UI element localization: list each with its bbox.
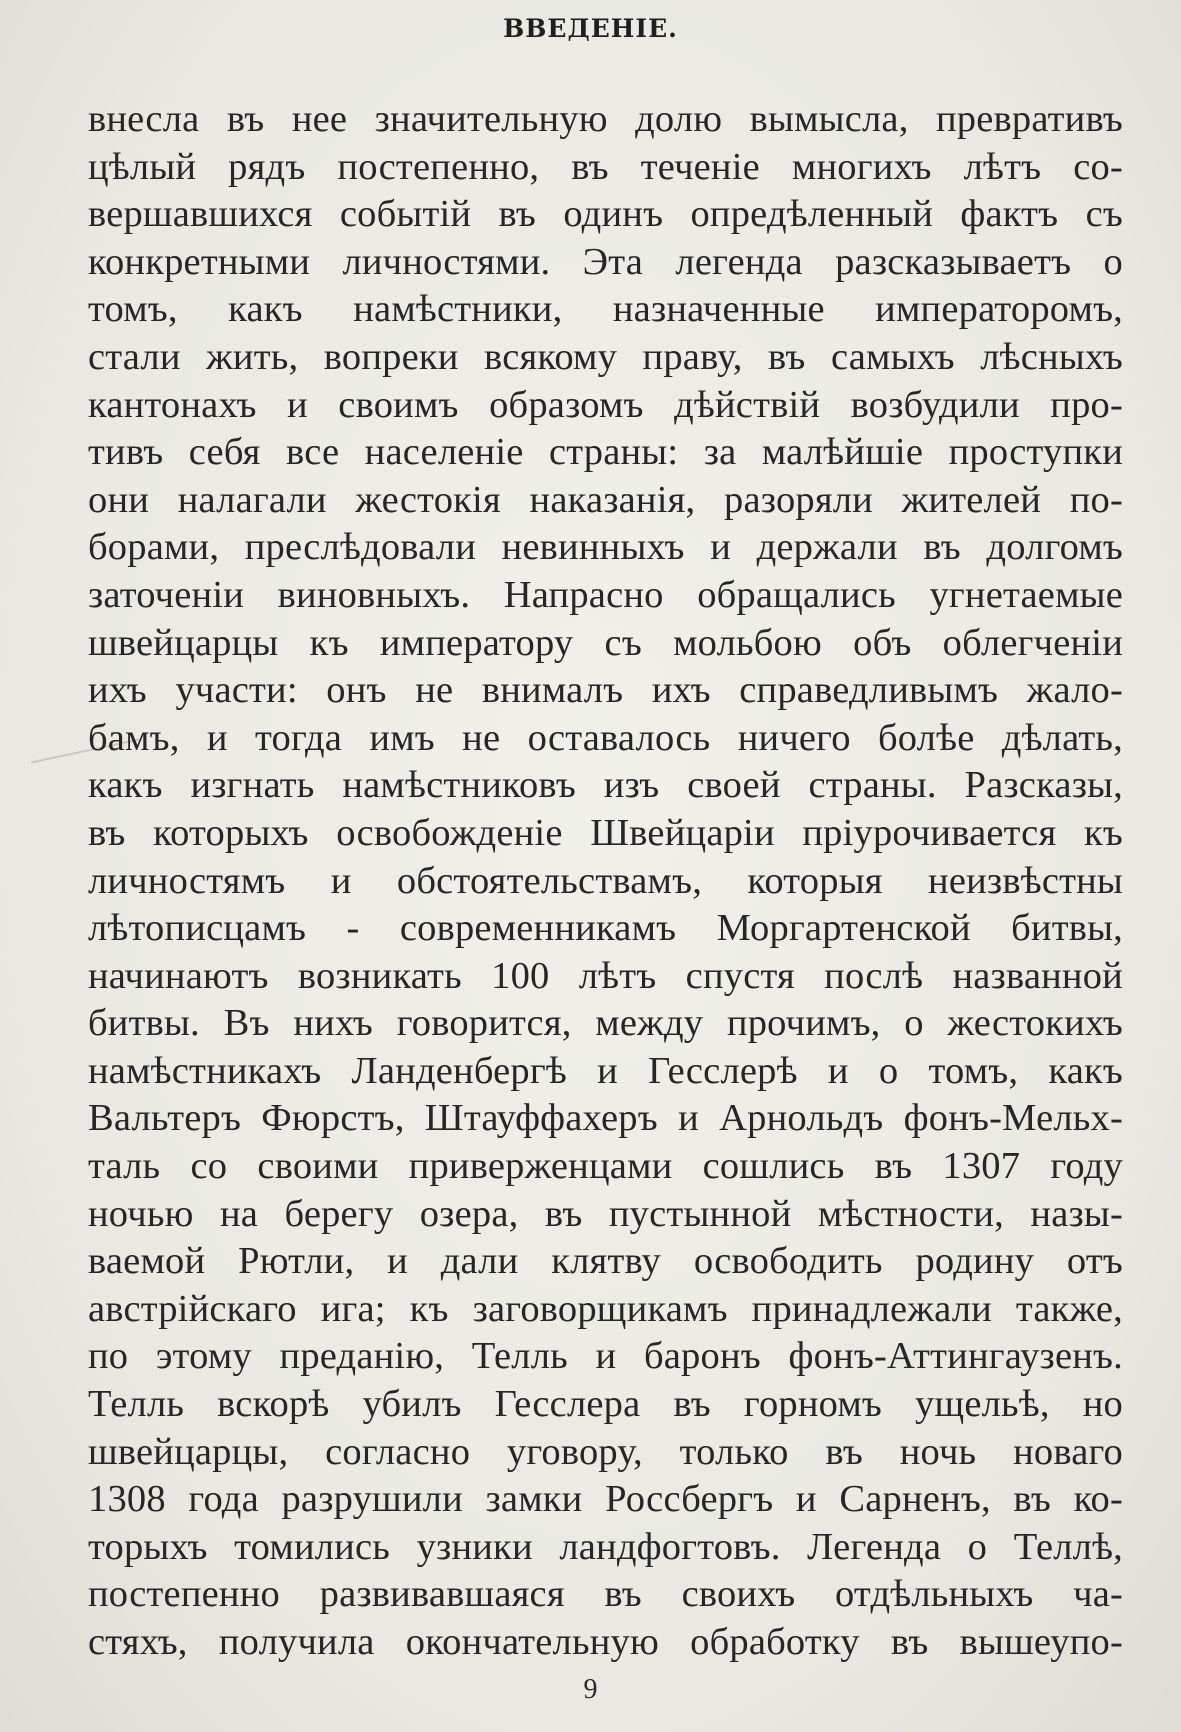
text-line: швейцарцы къ императору съ мольбою объ облегченіи bbox=[88, 621, 1123, 664]
text-line: австрійскаго ига; къ заговорщикамъ принадлежали также, bbox=[88, 1287, 1123, 1330]
text-line: тивъ себя все населеніе страны: за малѣйшіе проступки bbox=[88, 431, 1123, 474]
text-line: Вальтеръ Фюрстъ, Штауффахеръ и Арнольдъ фонъ-Мельх- bbox=[88, 1097, 1123, 1140]
text-line: личностямъ и обстоятельствамъ, которыя неизвѣстны bbox=[88, 859, 1123, 902]
text-line: Телль вскорѣ убилъ Гесслера въ горномъ ущельѣ, но bbox=[88, 1383, 1123, 1426]
text-line: ваемой Рютли, и дали клятву освободить родину отъ bbox=[88, 1240, 1123, 1283]
text-line: битвы. Въ нихъ говорится, между прочимъ, о жестокихъ bbox=[88, 1002, 1123, 1045]
text-line: кантонахъ и своимъ образомъ дѣйствій возбудили про- bbox=[88, 383, 1123, 426]
text-line: ночью на берегу озера, въ пустынной мѣстности, назы- bbox=[88, 1192, 1123, 1235]
running-head: ВВЕДЕНІЕ. bbox=[503, 14, 678, 43]
text-line: начинаютъ возникать 100 лѣтъ спустя послѣ названной bbox=[88, 954, 1123, 997]
text-line: томъ, какъ намѣстники, назначенные императоромъ, bbox=[88, 288, 1123, 331]
text-line: намѣстникахъ Ланденбергѣ и Гесслерѣ и о томъ, какъ bbox=[88, 1049, 1123, 1092]
text-line: постепенно развивавшаяся въ своихъ отдѣльныхъ ча- bbox=[88, 1573, 1123, 1616]
text-line: таль со своими приверженцами сошлись въ 1307 году bbox=[88, 1145, 1123, 1188]
text-line: лѣтописцамъ - современникамъ Моргартенской битвы, bbox=[88, 907, 1123, 950]
text-line: 1308 года разрушили замки Россбергъ и Сарненъ, въ ко- bbox=[88, 1478, 1123, 1521]
text-line: они налагали жестокія наказанія, разоряли жителей по- bbox=[88, 478, 1123, 521]
text-line: заточеніи виновныхъ. Напрасно обращались угнетаемые bbox=[88, 573, 1123, 616]
text-line: въ которыхъ освобожденіе Швейцаріи пріурочивается къ bbox=[88, 811, 1123, 854]
page-number: 9 bbox=[583, 1674, 598, 1705]
text-line: конкретными личностями. Эта легенда разсказываетъ о bbox=[88, 240, 1123, 283]
text-line: какъ изгнать намѣстниковъ изъ своей страны. Разсказы, bbox=[88, 764, 1123, 807]
text-line: вершавшихся событій въ одинъ опредѣленный фактъ съ bbox=[88, 193, 1123, 236]
text-line: внесла въ нее значительную долю вымысла, превративъ bbox=[88, 98, 1123, 140]
text-line: борами, преслѣдовали невинныхъ и держали въ долгомъ bbox=[88, 526, 1123, 569]
text-line: цѣлый рядъ постепенно, въ теченіе многихъ лѣтъ со- bbox=[88, 145, 1123, 188]
text-line: ихъ участи: онъ не внималъ ихъ справедливымъ жало- bbox=[88, 669, 1123, 712]
text-line: бамъ, и тогда имъ не оставалось ничего болѣе дѣлать, bbox=[88, 716, 1123, 759]
text-line: стяхъ, получила окончательную обработку въ вышеупо- bbox=[88, 1621, 1123, 1663]
body-text bbox=[88, 96, 1123, 1667]
text-line: торыхъ томились узники ландфогтовъ. Легенда о Теллѣ, bbox=[88, 1525, 1123, 1568]
text-line: швейцарцы, согласно уговору, только въ ночь новаго bbox=[88, 1430, 1123, 1473]
text-line: по этому преданію, Телль и баронъ фонъ-Аттингаузенъ. bbox=[88, 1335, 1123, 1378]
text-line: стали жить, вопреки всякому праву, въ самыхъ лѣсныхъ bbox=[88, 335, 1123, 378]
